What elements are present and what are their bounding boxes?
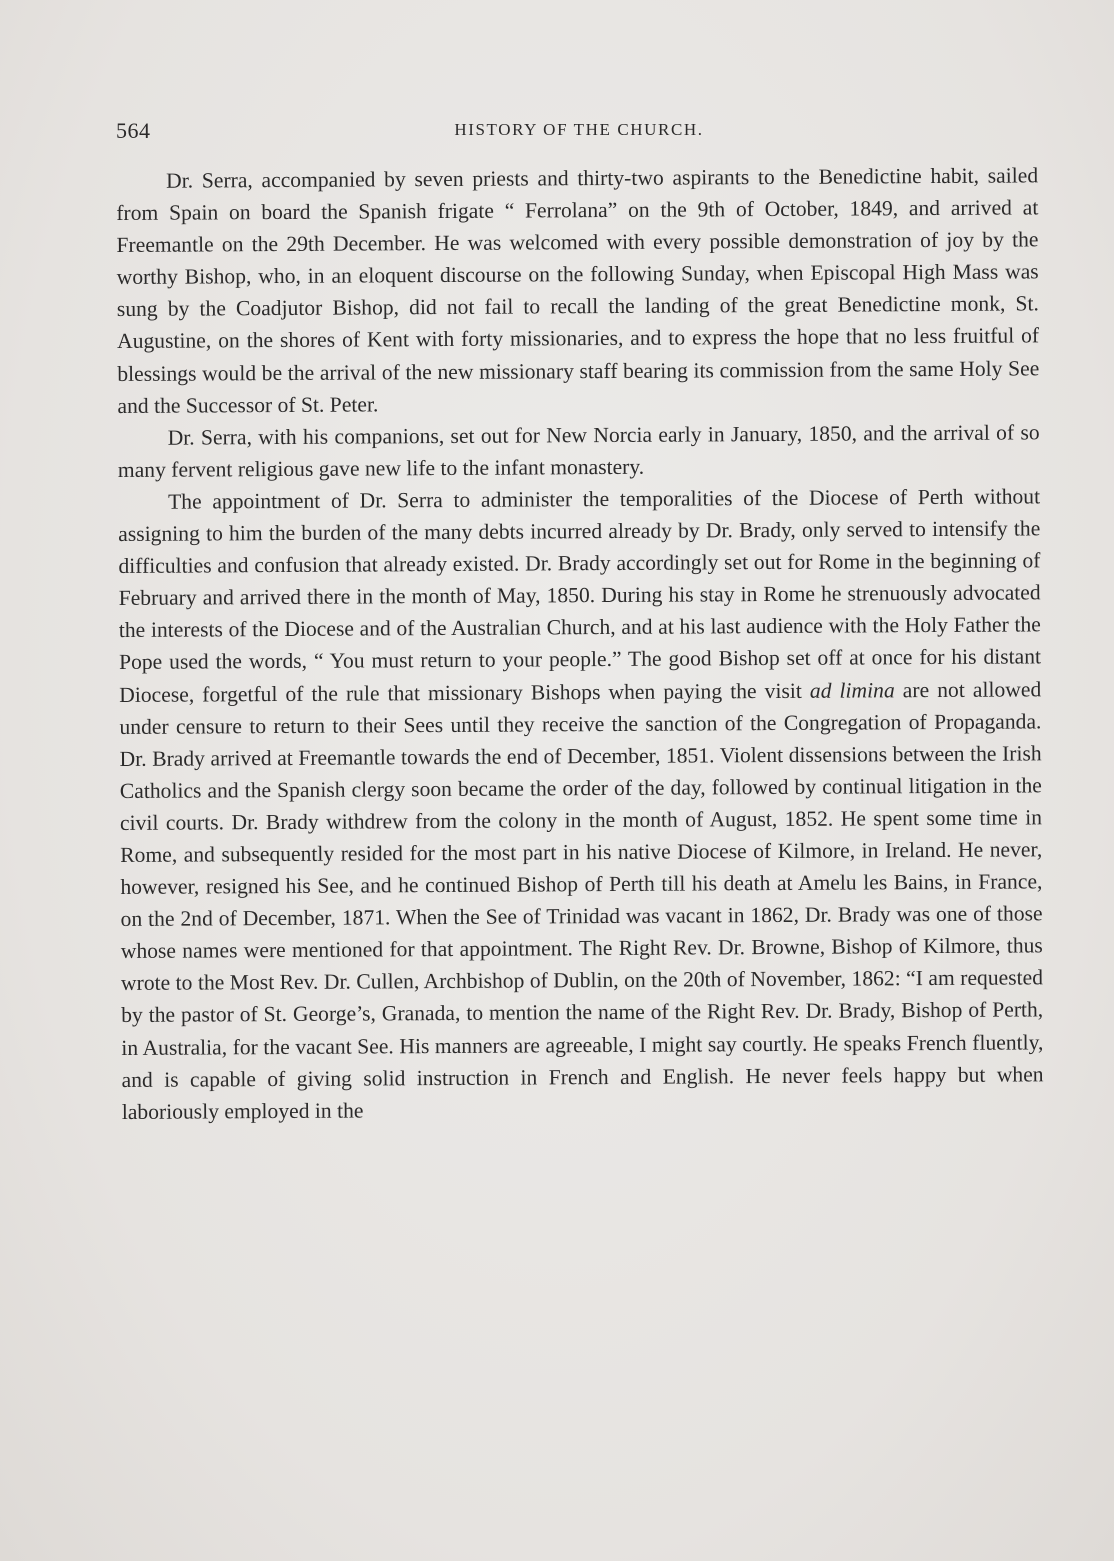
paragraph: [118, 480, 1044, 1127]
body-text: [116, 159, 1044, 1127]
running-head: HISTORY OF THE CHURCH.: [454, 120, 704, 139]
paragraph: Dr. Serra, accompanied by seven priests and thirty-two aspirants to the Benedictine habit, sailed from Spain on board the Spanish frigate “ Ferrolana” on the 9th of October, 1849, and arrived at Freemantle on the 29th December. He was welcomed with every possible demonstration of joy by the worthy Bishop, who, in an eloquent discourse on the following Sunday, when Episcopal High Mass was sung by the Coadjutor Bishop, did not fail to recall the landing of the great Benedictine monk, St. Augustine, on the shores of Kent with forty missionaries, and to express the hope that no less fruitful of blessings would be the arrival of the new missionary staff bearing its commission from the same Holy See and the Successor of St. Peter.: [116, 163, 1040, 418]
paragraph-text: are not allowed under censure to return to their Sees until they receive the sanction of the Congregation of Propaganda. Dr. Brady arrived at Freemantle towards the end of December, 1851. Violent dissensions between the Irish Catholics and the Spanish clergy soon became the order of the day, followed by continual litigation in the civil courts. Dr. Brady withdrew from the colony in the month of August, 1852. He spent some time in Rome, and subsequently resided for the most part in his native Diocese of Kilmore, in Ireland. He never, however, resigned his See, and he continued Bishop of Perth till his death at Amelu les Bains, in France, on the 2nd of December, 1871. When the See of Trinidad was vacant in 1862, Dr. Brady was one of those whose names were mentioned for that appointment. The Right Rev. Dr. Browne, Bishop of Kilmore, thus wrote to the Most Rev. Dr. Cullen, Archbishop of Dublin, on the 20th of November, 1862: “I am requested by the pastor of St. George’s, Granada, to mention the name of the Right Rev. Dr. Brady, Bishop of Perth, in Australia, for the vacant See. His manners are agreeable, I might say courtly. He speaks French fluently, and is capable of giving solid instruction in French and English. He never feels happy but when laboriously employed in the: [119, 676, 1044, 1124]
paragraph-text: The appointment of Dr. Serra to administer the temporalities of the Diocese of Perth without assigning to him the burden of the many debts incurred already by Dr. Brady, only served to intensify the difficulties and confusion that already existed. Dr. Brady accordingly set out for Rome in the beginning of February and arrived there in the month of May, 1850. During his stay in Rome he strenuously advocated the interests of the Diocese and of the Australian Church, and at his last audience with the Holy Father the Pope used the words, “ You must return to your people.” The good Bishop set off at once for his distant Diocese, forgetful of the rule that missionary Bishops when paying the visit: [118, 484, 1042, 707]
page-number: 564: [116, 118, 151, 143]
italic-latin-phrase: ad limina: [809, 677, 895, 703]
paragraph: Dr. Serra, with his companions, set out for New Norcia early in January, 1850, and the arrival of so many fervent religious gave new life to the infant monastery.: [117, 420, 1040, 482]
page-header: [116, 118, 1042, 148]
